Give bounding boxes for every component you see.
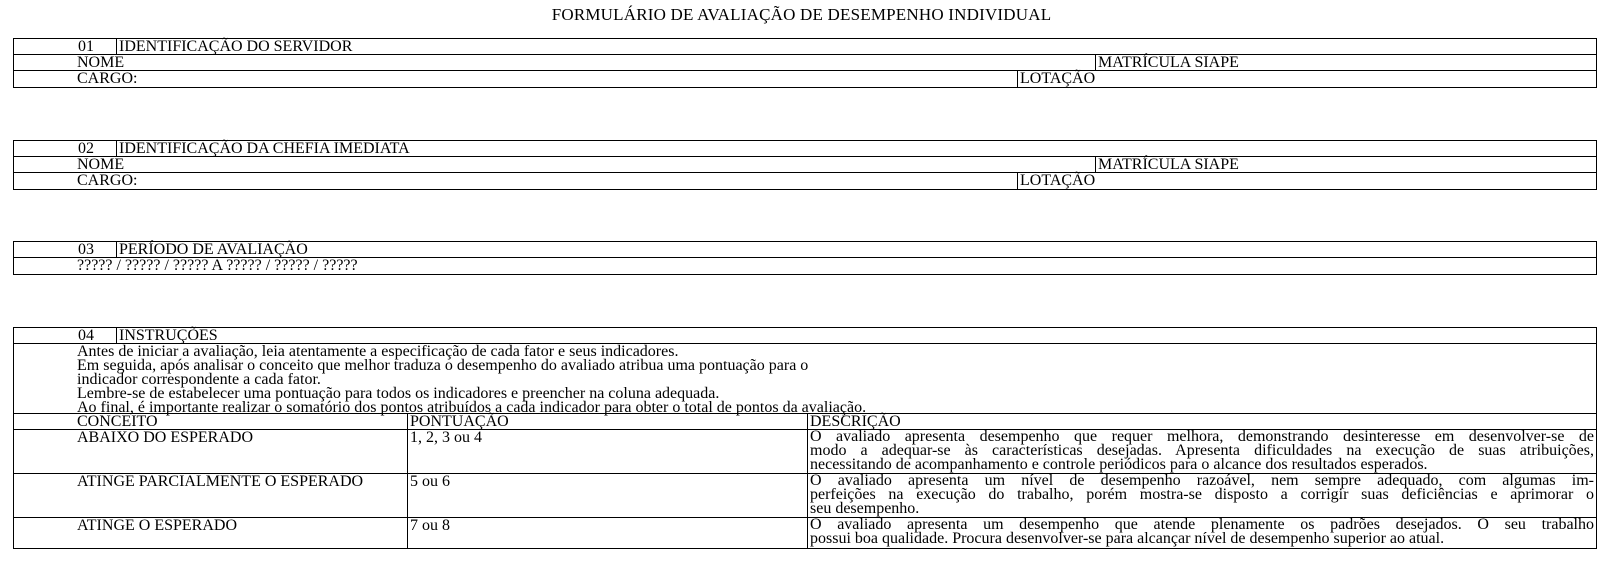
divider — [807, 414, 808, 429]
descricao-line: seu desempenho. — [810, 500, 920, 517]
table-row — [14, 430, 1596, 474]
cargo-field[interactable]: CARGO: — [77, 70, 138, 87]
section-number: 02 — [78, 140, 94, 157]
section-chefia — [13, 140, 1597, 190]
descricao-line: O avaliado apresenta um nível de desempenho razoável, nem sempre adequado, com algumas im- — [810, 472, 1594, 489]
section-number: 01 — [78, 38, 94, 55]
nome-row — [14, 55, 1596, 71]
divider — [807, 430, 808, 473]
divider — [116, 242, 117, 257]
matricula-field[interactable]: MATRÍCULA SIAPE — [1098, 156, 1239, 173]
descricao-line: O avaliado apresenta um desempenho que atende plenamente os padrões desejados. O seu trabalho — [810, 516, 1594, 533]
descricao-line: possui boa qualidade. Procura desenvolver-se para alcançar nível de desempenho superior ao atual. — [810, 530, 1445, 547]
section-number: 03 — [78, 241, 94, 258]
header-pontuacao: PONTUAÇÃO — [410, 413, 509, 430]
section-header — [14, 242, 1596, 258]
instructions-text — [14, 344, 1596, 414]
instruction-line: Antes de iniciar a avaliação, leia atentamente a especificação de cada fator e seus indicadores. — [77, 343, 679, 360]
divider — [1095, 55, 1096, 70]
conceito-cell: ATINGE O ESPERADO — [77, 517, 237, 534]
pontuacao-cell: 7 ou 8 — [410, 517, 450, 534]
nome-field[interactable]: NOME — [77, 156, 125, 173]
descricao-cell — [810, 474, 1594, 516]
table-row — [14, 474, 1596, 518]
nome-row — [14, 157, 1596, 173]
divider — [1017, 173, 1018, 189]
cargo-row — [14, 173, 1596, 189]
divider — [807, 518, 808, 548]
section-header — [14, 39, 1596, 55]
period-row — [14, 258, 1596, 274]
matricula-field[interactable]: MATRÍCULA SIAPE — [1098, 54, 1239, 71]
divider — [407, 430, 408, 473]
section-header — [14, 141, 1596, 157]
divider — [407, 518, 408, 548]
form-title: FORMULÁRIO DE AVALIAÇÃO DE DESEMPENHO INDIVIDUAL — [551, 5, 1052, 24]
conceito-cell: ATINGE PARCIALMENTE O ESPERADO — [77, 473, 364, 490]
section-header — [14, 328, 1596, 344]
section-instrucoes — [13, 327, 1597, 549]
conceito-cell: ABAIXO DO ESPERADO — [77, 429, 254, 446]
descricao-line: necessitando de acompanhamento e controle periódicos para o alcance dos resultados esperados. — [810, 456, 1428, 473]
instruction-line: Ao final, é importante realizar o somatório dos pontos atribuídos a cada indicador para obter o total de pontos da avaliação. — [77, 399, 867, 416]
divider — [116, 141, 117, 156]
lotacao-field[interactable]: LOTAÇÃO — [1020, 70, 1096, 87]
instruction-line: indicador correspondente a cada fator. — [77, 371, 321, 388]
pontuacao-cell: 1, 2, 3 ou 4 — [410, 429, 482, 446]
divider — [407, 474, 408, 517]
section-heading: PERÍODO DE AVALIAÇÃO — [119, 241, 308, 258]
header-conceito: CONCEITO — [77, 413, 158, 430]
concept-table — [14, 414, 1596, 548]
descricao-line: O avaliado apresenta desempenho que requer melhora, demonstrando desinteresse em desenvolver-se de — [810, 428, 1594, 445]
divider — [807, 474, 808, 517]
divider — [116, 328, 117, 343]
pontuacao-cell: 5 ou 6 — [410, 473, 450, 490]
instruction-line: Lembre-se de estabelecer uma pontuação para todos os indicadores e preencher na coluna adequada. — [77, 385, 720, 402]
section-heading: IDENTIFICAÇÃO DO SERVIDOR — [119, 38, 353, 55]
divider — [1017, 71, 1018, 87]
descricao-line: perfeições na execução do trabalho, porém mostra-se disposto a corrigir suas deficiências e aprimorar o — [810, 486, 1594, 503]
divider — [407, 414, 408, 429]
descricao-line: modo a adequar-se às características desejadas. Apresenta dificuldades na execução de suas atribuições, — [810, 442, 1594, 459]
lotacao-field[interactable]: LOTAÇÃO — [1020, 172, 1096, 189]
nome-field[interactable]: NOME — [77, 54, 125, 71]
table-row — [14, 518, 1596, 548]
descricao-cell — [810, 518, 1594, 546]
section-periodo — [13, 241, 1597, 275]
section-heading: INSTRUÇÕES — [119, 327, 218, 344]
section-servidor — [13, 38, 1597, 88]
cargo-row — [14, 71, 1596, 87]
divider — [1095, 157, 1096, 172]
instruction-line: Em seguida, após analisar o conceito que melhor traduza o desempenho do avaliado atribua uma pontuação para o — [77, 357, 809, 374]
header-descricao: DESCRIÇÃO — [810, 413, 901, 430]
cargo-field[interactable]: CARGO: — [77, 172, 138, 189]
section-number: 04 — [78, 327, 94, 344]
descricao-cell — [810, 430, 1594, 472]
section-heading: IDENTIFICAÇÃO DA CHEFIA IMEDIATA — [119, 140, 410, 157]
period-field[interactable]: ????? / ????? / ????? A ????? / ????? / ????? — [77, 257, 358, 274]
divider — [116, 39, 117, 54]
